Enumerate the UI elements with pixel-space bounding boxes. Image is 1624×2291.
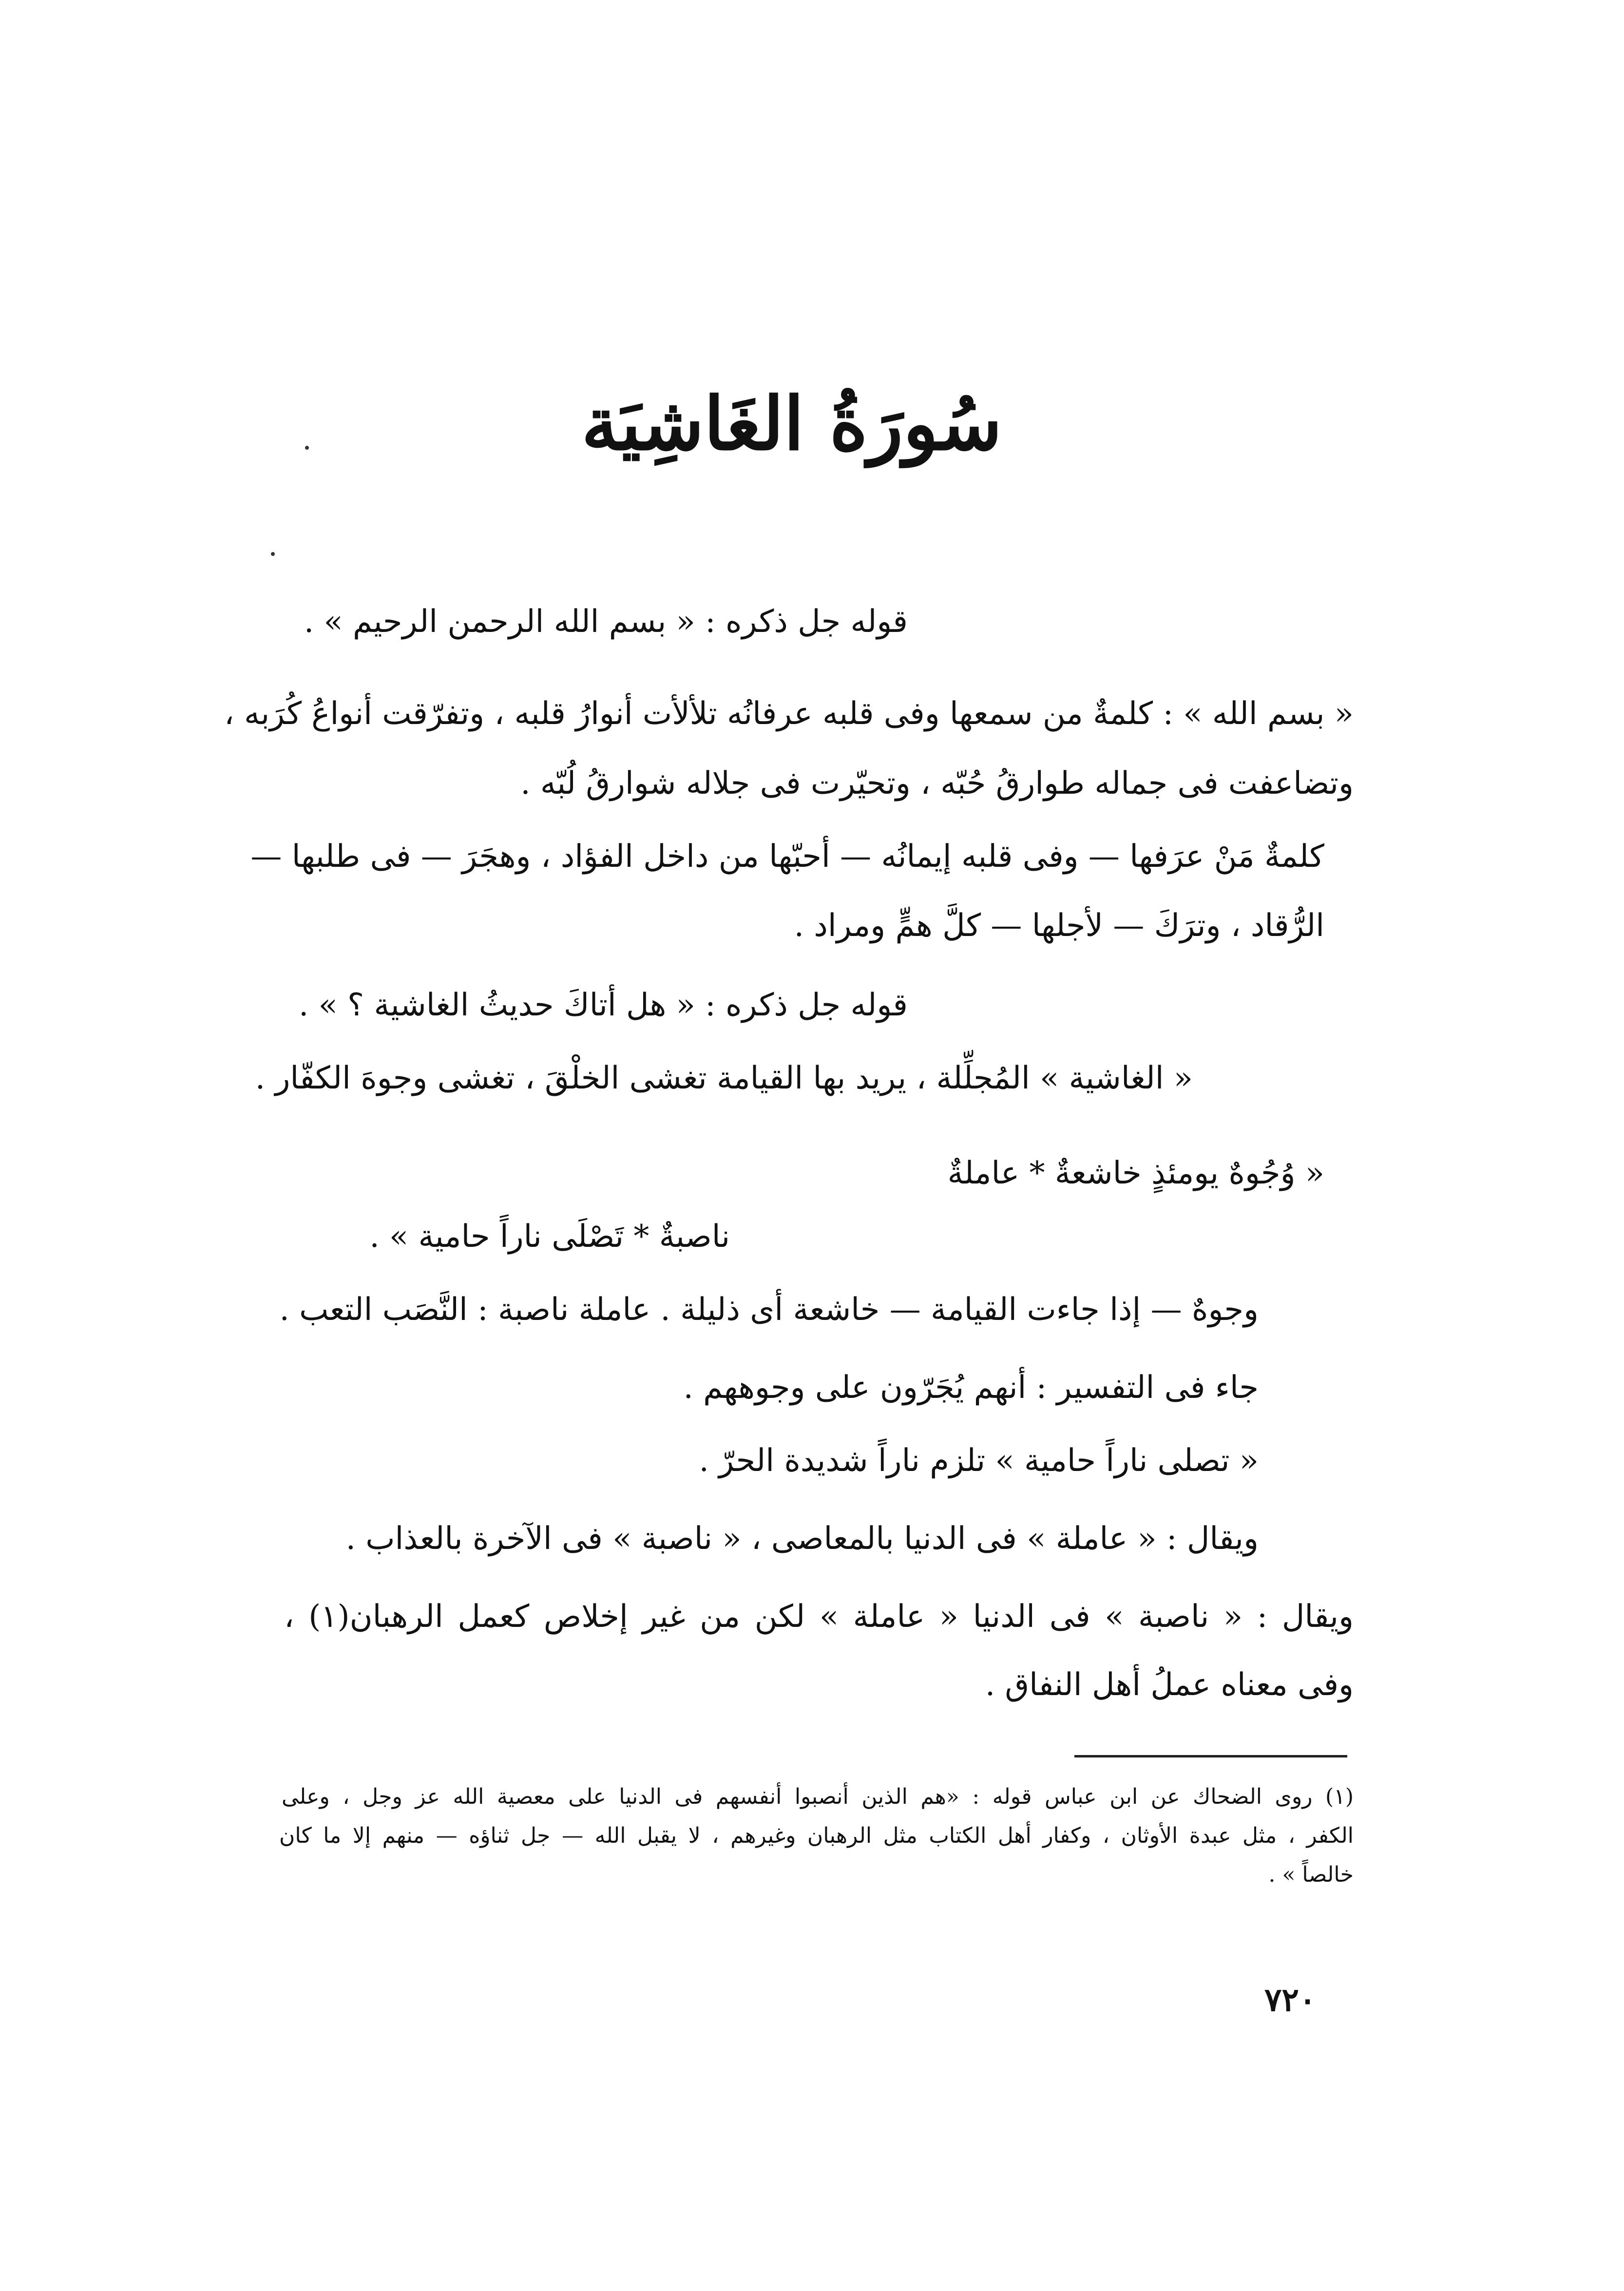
verse-heading-basmala: قوله جل ذكره : « بسم الله الرحمن الرحيم » . <box>304 604 908 640</box>
footnote-line: الكفر ، مثل عبدة الأوثان ، وكفار أهل الكتاب مثل الرهبان وغيرهم ، لا يقبل الله — جل ثناؤه — منهم إلا ما كان <box>279 1823 1354 1848</box>
footnote-line: (١) روى الضحاك عن ابن عباس قوله : «هم الذين أنصبوا أنفسهم فى الدنيا على معصية الله عز وجل ، وعلى <box>282 1784 1354 1809</box>
verse-heading-ghashiya: قوله جل ذكره : « هل أتاكَ حديثُ الغاشية ؟ » . <box>298 987 908 1023</box>
footnote-separator <box>1074 1755 1347 1757</box>
surah-title: سُورَةُ الغَاشِيَة <box>581 381 1002 467</box>
print-speck <box>271 552 275 556</box>
paragraph-line: وتضاعفت فى جماله طوارقُ حُبّه ، وتحيّرت فى جلاله شوارقُ لُبّه . <box>520 765 1354 802</box>
footnote-line: خالصاً » . <box>1268 1862 1354 1887</box>
paragraph-line: جاء فى التفسير : أنهم يُجَرّون على وجوههم . <box>683 1370 1259 1406</box>
paragraph-line: « الغاشية » المُجلِّلة ، يريد بها القيامة تغشى الخلْقَ ، تغشى وجوهَ الكفّار . <box>255 1060 1193 1096</box>
paragraph-line: « تصلى ناراً حامية » تلزم ناراً شديدة الحرّ . <box>699 1443 1259 1479</box>
paragraph-line: وفى معناه عملُ أهل النفاق . <box>985 1667 1354 1703</box>
paragraph-line: كلمةٌ مَنْ عرَفها — وفى قلبه إيمانُه — أحبّها من داخل الفؤاد ، وهجَرَ — فى طلبها — <box>250 839 1324 875</box>
paragraph-line: ويقال : « عاملة » فى الدنيا بالمعاصى ، « ناصبة » فى الآخرة بالعذاب . <box>345 1521 1259 1557</box>
verse-quote-line: ناصبةٌ * تَصْلَى ناراً حامية » . <box>369 1219 730 1255</box>
paragraph-line: « بسم الله » : كلمةٌ من سمعها وفى قلبه عرفانُه تلألأت أنوارُ قلبه ، وتفرّقت أنواعُ كُرَبه ، <box>224 696 1354 732</box>
paragraph-line: ويقال : « ناصبة » فى الدنيا « عاملة » لكن من غير إخلاص كعمل الرهبان(١) ، <box>284 1599 1354 1635</box>
page-number: ٧٢٠ <box>1264 1981 1317 2019</box>
paragraph-line: وجوهٌ — إذا جاءت القيامة — خاشعة أى ذليلة . عاملة ناصبة : النَّصَب التعب . <box>279 1292 1259 1328</box>
print-speck <box>305 446 309 450</box>
verse-quote-line: « وُجُوهٌ يومئذٍ خاشعةٌ * عاملةٌ <box>947 1155 1324 1191</box>
paragraph-line: الرُّقاد ، وترَكَ — لأجلها — كلَّ همٍّ ومراد . <box>794 908 1324 944</box>
